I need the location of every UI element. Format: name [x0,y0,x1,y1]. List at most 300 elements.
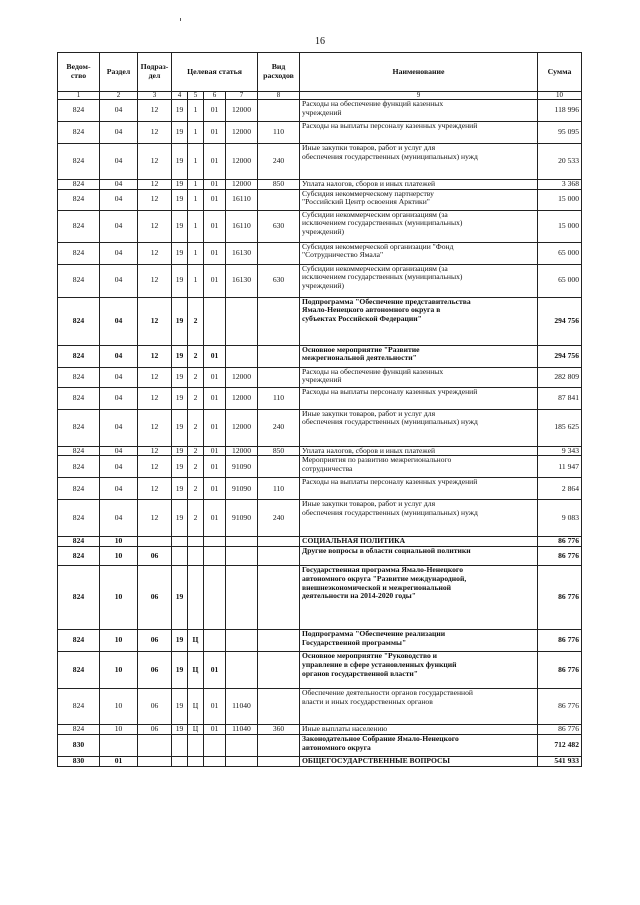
direction-code [226,756,258,766]
program-code: 19 [172,652,188,689]
event-code [204,547,226,566]
table-body [58,100,582,767]
item-name-line: Мероприятия по развитию межрегионального [302,455,452,465]
column-number: 5 [188,92,204,100]
amount: 15 000 [538,189,582,210]
subsection-code: 12 [138,144,172,180]
subprogram-code: Ц [188,630,204,652]
subsection-code: 12 [138,242,172,264]
expense-type-code [258,297,300,345]
subsection-code: 12 [138,446,172,456]
table-row [58,367,582,387]
dept-code: 824 [58,630,100,652]
dept-code: 824 [58,537,100,547]
direction-code: 16130 [226,264,258,297]
table-row [58,264,582,297]
scan-mark [180,18,181,21]
item-name-line: Иные закупки товаров, работ и услуг для [302,409,436,418]
subprogram-code: 1 [188,210,204,242]
subsection-code: 12 [138,264,172,297]
section-code: 10 [100,689,138,725]
subprogram-code: 2 [188,387,204,409]
direction-code [226,630,258,652]
amount: 86 776 [538,725,582,735]
column-number: 2 [100,92,138,100]
table-row [58,409,582,446]
direction-code [226,652,258,689]
subprogram-code: 2 [188,297,204,345]
subprogram-code [188,734,204,756]
section-code: 04 [100,387,138,409]
amount: 86 776 [538,547,582,566]
column-number: 1 [58,92,100,100]
subsection-code: 12 [138,189,172,210]
item-name [300,500,538,537]
item-name-line: Государственная программа Ямало-Ненецкого [302,565,463,575]
subsection-code: 12 [138,367,172,387]
item-name-line: внешнеэкономической и межрегиональной [302,582,452,592]
item-name-line: "Российский Центр освоения Арктики" [302,197,430,207]
amount: 2 864 [538,478,582,500]
event-code [204,734,226,756]
event-code: 01 [204,122,226,144]
subprogram-code: 2 [188,367,204,387]
dept-code: 824 [58,547,100,566]
table-row [58,189,582,210]
expense-type-code [258,652,300,689]
section-code: 04 [100,345,138,367]
direction-code: 91090 [226,478,258,500]
table-row [58,456,582,478]
section-code: 10 [100,537,138,547]
section-code [100,734,138,756]
program-code [172,537,188,547]
item-name [300,689,538,725]
amount: 20 533 [538,144,582,180]
event-code [204,756,226,766]
program-code: 19 [172,180,188,190]
event-code: 01 [204,652,226,689]
dept-code: 824 [58,122,100,144]
item-name [300,242,538,264]
budget-table [57,52,582,767]
column-number: 9 [300,92,538,100]
item-name-line: исключением государственных (муниципальных) [302,218,463,228]
col-section: Раздел [100,53,138,92]
amount: 11 947 [538,456,582,478]
section-code: 04 [100,264,138,297]
subprogram-code: 2 [188,478,204,500]
section-code: 04 [100,180,138,190]
table-row [58,210,582,242]
dept-code: 824 [58,456,100,478]
item-name-line: Субсидии некоммерческим организациям (за [302,210,448,219]
item-name-line: "Сотрудничество Ямала" [302,250,384,260]
subprogram-code: 1 [188,100,204,122]
expense-type-code [258,537,300,547]
subprogram-code [188,756,204,766]
item-name [300,478,538,500]
subsection-code: 12 [138,180,172,190]
dept-code: 824 [58,297,100,345]
program-code: 19 [172,630,188,652]
expense-type-code: 850 [258,180,300,190]
amount: 3 368 [538,180,582,190]
item-name-line: автономного округа "Развитие международной, [302,573,467,583]
item-name-line: Иные закупки товаров, работ и услуг для [302,499,436,509]
item-name [300,100,538,122]
program-code: 19 [172,264,188,297]
subprogram-code: 1 [188,122,204,144]
event-code [204,630,226,652]
subsection-code: 12 [138,456,172,478]
event-code: 01 [204,144,226,180]
column-number: 10 [538,92,582,100]
item-name-line: учреждений) [302,281,345,291]
direction-code: 16130 [226,242,258,264]
dept-code: 824 [58,500,100,537]
direction-code: 91090 [226,456,258,478]
direction-code: 12000 [226,409,258,446]
event-code: 01 [204,387,226,409]
program-code: 19 [172,367,188,387]
item-name [300,446,538,456]
section-code: 10 [100,630,138,652]
section-code: 04 [100,100,138,122]
item-name-line: деятельности на 2014-2020 годы" [302,591,416,601]
item-name-line: Расходы на выплаты персоналу казенных учреждений [302,387,478,396]
section-code: 04 [100,500,138,537]
item-name-line: Другие вопросы в области социальной политики [302,546,471,556]
item-name [300,367,538,387]
direction-code: 12000 [226,144,258,180]
table-row [58,725,582,735]
program-code [172,547,188,566]
item-name [300,756,538,766]
table-row [58,387,582,409]
item-name-line: учреждений [302,375,342,385]
dept-code: 824 [58,189,100,210]
direction-code: 12000 [226,387,258,409]
item-name-line: Подпрограмма "Обеспечение реализации [302,629,446,639]
event-code: 01 [204,500,226,537]
event-code [204,537,226,547]
subsection-code: 06 [138,689,172,725]
section-code: 10 [100,547,138,566]
program-code: 19 [172,100,188,122]
event-code: 01 [204,689,226,725]
expense-type-code [258,456,300,478]
subprogram-code: 2 [188,500,204,537]
table-row [58,500,582,537]
dept-code: 824 [58,387,100,409]
section-code: 04 [100,144,138,180]
expense-type-code: 110 [258,122,300,144]
subsection-code: 06 [138,652,172,689]
dept-code: 824 [58,409,100,446]
section-code: 04 [100,210,138,242]
direction-code [226,537,258,547]
item-name-line: Расходы на выплаты персоналу казенных учреждений [302,121,478,130]
section-code: 10 [100,725,138,735]
table-row [58,100,582,122]
item-name-line: ОБЩЕГОСУДАРСТВЕННЫЕ ВОПРОСЫ [302,756,450,765]
subprogram-code: 2 [188,345,204,367]
item-name [300,547,538,566]
item-name-line: Государственной программы" [302,637,407,647]
subsection-code: 12 [138,500,172,537]
direction-code: 11040 [226,689,258,725]
item-name-line: учреждений) [302,227,345,237]
item-name [300,456,538,478]
item-name-line: Основное мероприятие "Развитие [302,345,420,354]
table-row [58,345,582,367]
subprogram-code [188,547,204,566]
item-name [300,144,538,180]
dept-code: 824 [58,725,100,735]
item-name-line: Расходы на обеспечение функций казенных [302,367,444,376]
amount: 86 776 [538,537,582,547]
dept-code: 824 [58,345,100,367]
program-code: 19 [172,242,188,264]
subprogram-code: 1 [188,180,204,190]
item-name [300,297,538,345]
amount: 95 095 [538,122,582,144]
item-name-line: межрегиональной деятельности" [302,353,417,363]
expense-type-code: 110 [258,387,300,409]
event-code: 01 [204,242,226,264]
item-name [300,409,538,446]
column-number: 4 [172,92,188,100]
amount: 185 625 [538,409,582,446]
table-row [58,122,582,144]
column-number: 8 [258,92,300,100]
direction-code: 91090 [226,500,258,537]
amount: 294 756 [538,297,582,345]
subsection-code: 12 [138,100,172,122]
item-name-line: Субсидия некоммерческой организации "Фонд [302,242,454,251]
col-subsection: Подраз-дел [138,53,172,92]
page-number: 16 [315,36,325,47]
direction-code: 12000 [226,100,258,122]
direction-code: 12000 [226,180,258,190]
expense-type-code: 240 [258,144,300,180]
item-name-line: обеспечения государственных (муниципальных) нужд [302,151,478,161]
event-code [204,297,226,345]
expense-type-code [258,367,300,387]
dept-code: 824 [58,264,100,297]
subsection-code: 12 [138,387,172,409]
program-code: 19 [172,189,188,210]
dept-code: 824 [58,446,100,456]
program-code: 19 [172,456,188,478]
dept-code: 824 [58,689,100,725]
event-code: 01 [204,189,226,210]
table-row [58,756,582,766]
table-row [58,547,582,566]
subprogram-code: 2 [188,446,204,456]
direction-code: 11040 [226,725,258,735]
table-row [58,144,582,180]
item-name-line: субъектах Российской Федерации" [302,314,422,324]
expense-type-code: 630 [258,264,300,297]
subsection-code [138,756,172,766]
item-name [300,264,538,297]
section-code: 04 [100,297,138,345]
direction-code: 16110 [226,210,258,242]
column-number: 3 [138,92,172,100]
subprogram-code: 1 [188,264,204,297]
dept-code: 830 [58,734,100,756]
dept-code: 824 [58,144,100,180]
direction-code [226,297,258,345]
program-code: 19 [172,478,188,500]
col-name: Наименование [300,53,538,92]
item-name [300,725,538,735]
col-expense-type: Вид расходов [258,53,300,92]
amount: 65 000 [538,242,582,264]
amount: 282 809 [538,367,582,387]
expense-type-code [258,345,300,367]
direction-code: 12000 [226,367,258,387]
expense-type-code: 360 [258,725,300,735]
item-name [300,180,538,190]
program-code: 19 [172,144,188,180]
column-number: 7 [226,92,258,100]
expense-type-code [258,547,300,566]
event-code: 01 [204,367,226,387]
item-name-line: органов государственной власти" [302,668,418,678]
amount: 86 776 [538,652,582,689]
col-sum: Сумма [538,53,582,92]
item-name-line: Расходы на обеспечение функций казенных [302,99,444,108]
table-row [58,446,582,456]
amount: 9 343 [538,446,582,456]
expense-type-code [258,100,300,122]
dept-code: 824 [58,566,100,630]
item-name-line: Ямало-Ненецкого автономного округа в [302,305,441,315]
column-number-row [58,92,582,100]
subsection-code: 06 [138,547,172,566]
event-code: 01 [204,345,226,367]
direction-code [226,547,258,566]
item-name-line: учреждений [302,107,342,117]
dept-code: 824 [58,180,100,190]
dept-code: 824 [58,652,100,689]
subprogram-code [188,566,204,630]
amount: 15 000 [538,210,582,242]
section-code: 10 [100,566,138,630]
program-code: 19 [172,725,188,735]
item-name [300,630,538,652]
table-row [58,689,582,725]
expense-type-code [258,242,300,264]
dept-code: 830 [58,756,100,766]
item-name-line: Субсидия некоммерческому партнерству [302,189,434,198]
item-name [300,734,538,756]
header-row [58,53,582,92]
amount: 712 482 [538,734,582,756]
item-name [300,210,538,242]
subprogram-code: 1 [188,242,204,264]
col-target-item: Целевая статья [172,53,258,92]
subprogram-code: Ц [188,725,204,735]
column-number: 6 [204,92,226,100]
item-name-line: Уплата налогов, сборов и иных платежей [302,179,436,188]
item-name-line: Иные выплаты населению [302,724,388,734]
program-code: 19 [172,566,188,630]
subsection-code: 12 [138,297,172,345]
direction-code: 16110 [226,189,258,210]
item-name [300,652,538,689]
item-name-line: Подпрограмма "Обеспечение представительства [302,297,471,306]
expense-type-code [258,630,300,652]
event-code: 01 [204,409,226,446]
section-code: 04 [100,478,138,500]
expense-type-code [258,734,300,756]
table-row [58,734,582,756]
program-code: 19 [172,345,188,367]
section-code: 01 [100,756,138,766]
program-code: 19 [172,210,188,242]
item-name [300,566,538,630]
item-name-line: автономного округа [302,742,371,752]
item-name [300,387,538,409]
table-row [58,566,582,630]
item-name-line: Расходы на выплаты персоналу казенных учреждений [302,477,478,487]
subsection-code: 12 [138,122,172,144]
col-department: Ведом-ство [58,53,100,92]
program-code: 19 [172,387,188,409]
section-code: 04 [100,456,138,478]
item-name-line: управление в сфере установленных функций [302,659,457,669]
direction-code: 12000 [226,122,258,144]
section-code: 04 [100,409,138,446]
expense-type-code: 110 [258,478,300,500]
subprogram-code: 2 [188,409,204,446]
program-code: 19 [172,409,188,446]
item-name [300,189,538,210]
subsection-code: 06 [138,725,172,735]
dept-code: 824 [58,367,100,387]
event-code: 01 [204,446,226,456]
item-name-line: исключением государственных (муниципальных) [302,272,463,282]
program-code: 19 [172,446,188,456]
amount: 86 776 [538,630,582,652]
event-code: 01 [204,725,226,735]
table-row [58,297,582,345]
subsection-code [138,734,172,756]
dept-code: 824 [58,242,100,264]
amount: 86 776 [538,566,582,630]
event-code: 01 [204,100,226,122]
item-name-line: обеспечения государственных (муниципальных) нужд [302,417,478,427]
expense-type-code: 850 [258,446,300,456]
event-code [204,566,226,630]
item-name-line: Субсидии некоммерческим организациям (за [302,264,448,273]
direction-code: 12000 [226,446,258,456]
program-code [172,756,188,766]
expense-type-code [258,756,300,766]
direction-code [226,345,258,367]
section-code: 10 [100,652,138,689]
table-row [58,537,582,547]
direction-code [226,566,258,630]
table-row [58,242,582,264]
item-name-line: Уплата налогов, сборов и иных платежей [302,446,436,455]
item-name-line: власти и иных государственных органов [302,696,433,706]
event-code: 01 [204,478,226,500]
